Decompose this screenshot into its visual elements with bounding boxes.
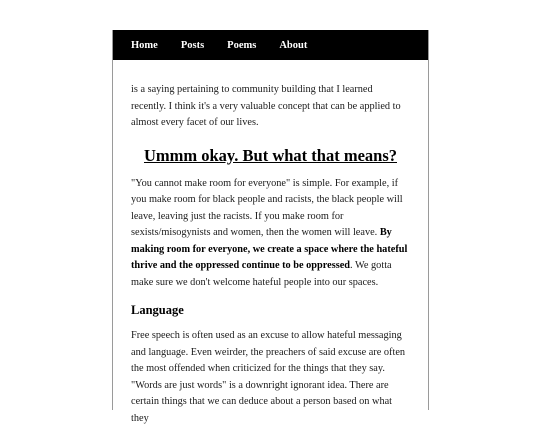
nav-posts-link[interactable]: Posts xyxy=(180,39,205,51)
article-body xyxy=(113,82,428,427)
language-subheading: Language xyxy=(131,303,184,317)
top-navbar xyxy=(113,30,428,60)
room-paragraph xyxy=(131,176,410,292)
intro-paragraph: is a saying pertaining to community building that I learned recently. I think it's a very valuable concept that can be applied to almost every facet of our lives. xyxy=(131,84,401,128)
room-paragraph-emphasis: By making room for everyone, we create a space where the hateful thrive and the oppressed continue to be oppressed xyxy=(131,227,408,271)
section-heading: Ummm okay. But what that means? xyxy=(143,145,397,165)
language-paragraph: Free speech is often used as an excuse to allow hateful messaging and language. Even weirder, the preachers of said excuse are often the most offended when criticized for the things that they say. "Words are just words" is a downright ignorant idea. There are certain things that we can deduce about a person based on what they xyxy=(131,330,406,424)
page-container xyxy=(112,30,429,424)
room-paragraph-start: "You cannot make room for everyone" is simple. For example, if you make room for black people and racists, the black people will leave, leaving just the racists. If you make room for sexists/misogynists and women, then the women will leave. xyxy=(131,177,403,238)
room-paragraph-end: . We gotta make sure we don't welcome hateful people into our spaces. xyxy=(131,260,392,288)
nav-home-link[interactable]: Home xyxy=(131,39,158,51)
nav-about-link[interactable]: About xyxy=(279,39,308,51)
nav-poems-link[interactable]: Poems xyxy=(227,39,257,51)
